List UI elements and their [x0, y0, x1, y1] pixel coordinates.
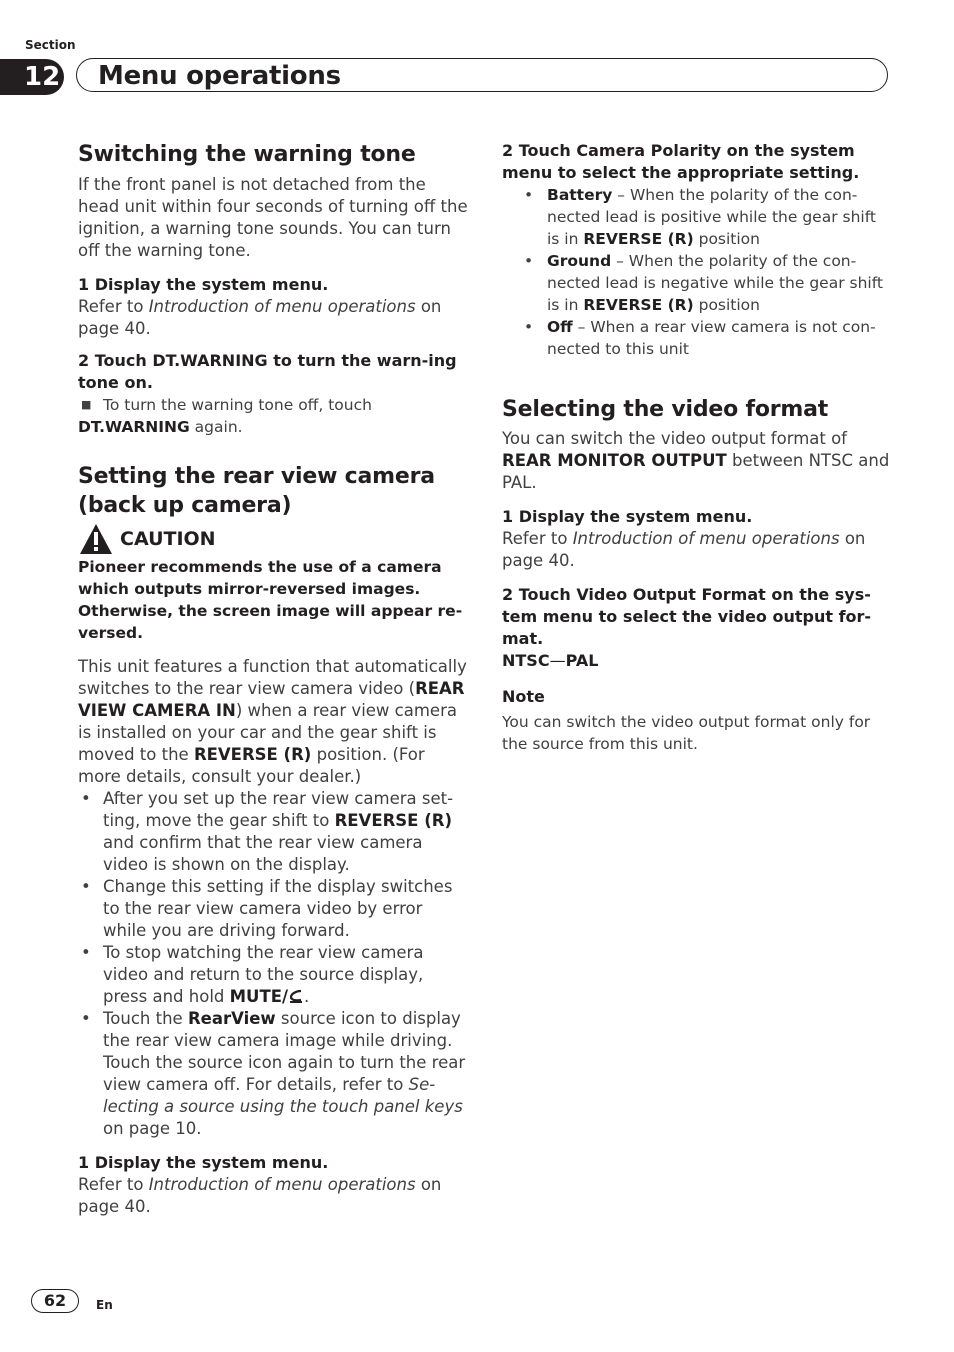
list-item: • Battery – When the polarity of the con-nected lead is positive while the gear shift is in REVERSE (R) position [524, 186, 876, 248]
crossref-link: Se-lecting a source using the touch panel keys [103, 1075, 463, 1116]
caution-text: Pioneer recommends the use of a camera which outputs mirror-reversed images. Otherwise, the screen image will appear re-versed. [78, 558, 463, 642]
video-body: You can switch the video output format of REAR MONITOR OUTPUT between NTSC and PAL. [502, 429, 890, 492]
warning-note: ■ To turn the warning tone off, touch [81, 396, 372, 414]
section-label: Section [25, 38, 76, 52]
caution-label: CAUTION [120, 528, 216, 550]
section-number: 12 [0, 59, 64, 95]
refer-text-2: Refer to Introduction of menu operations on page 40. [78, 1175, 442, 1216]
list-item: • After you set up the rear view camera set-ting, move the gear shift to REVERSE (R) and confirm that the rear view camera video is shown on the display. [81, 789, 454, 874]
refer-text-3: Refer to Introduction of menu operations on page 40. [502, 529, 866, 570]
refer-text: Refer to Introduction of menu operations on page 40. [78, 297, 442, 338]
page-number: 62 [31, 1289, 79, 1313]
warning-body: If the front panel is not detached from the head unit within four seconds of turning off the ignition, a warning tone sounds. You can turn off the warning tone. [78, 175, 468, 260]
step-camera-polarity: 2 Touch Camera Polarity on the system menu to select the appropriate setting. [502, 141, 860, 182]
camera-intro: This unit features a function that automatically switches to the rear view camera video (REAR VIEW CAMERA IN) when a rear view camera is installed on your car and the gear shift is moved to the REVERSE (R) position. (For more details, consult your dealer.) [78, 657, 467, 786]
square-bullet-icon: ■ [81, 398, 92, 411]
list-item: • Off – When a rear view camera is not con-nected to this unit [524, 318, 876, 358]
list-item: • Change this setting if the display switches to the rear view camera video by error while you are driving forward. [81, 877, 453, 940]
heading-video-format: Selecting the video format [502, 397, 829, 422]
step-video-output-format: 2 Touch Video Output Format on the sys-tem menu to select the video output for-mat. [502, 585, 872, 648]
format-options: NTSC—PAL [502, 651, 599, 670]
left-column [78, 140, 468, 1218]
step-display-menu: 1 Display the system menu. [78, 275, 329, 294]
language-label: En [96, 1298, 113, 1312]
heading-warning-tone: Switching the warning tone [78, 142, 416, 167]
caution-row [78, 522, 468, 556]
step-display-menu-3: 1 Display the system menu. [502, 507, 753, 526]
polarity-options [502, 184, 892, 360]
camera-bullets [78, 788, 468, 1140]
list-item: • To stop watching the rear view camera video and return to the source display, press and hold MUTE/ . [81, 943, 424, 1006]
list-item: • Touch the RearView source icon to display the rear view camera image while driving. Touch the source icon again to turn the rear view camera off. For details, refer to Se-lecting a source using the touch panel keys on page 10. [81, 1009, 466, 1138]
refer-link-3: Introduction of menu operations [572, 529, 840, 548]
refer-link: Introduction of menu operations [148, 297, 416, 316]
note-title: Note [502, 687, 545, 706]
phone-hangup-icon [288, 989, 304, 1003]
list-item: • Ground – When the polarity of the con-nected lead is negative while the gear shift is in REVERSE (R) position [524, 252, 883, 314]
step-touch-dt-warning: 2 Touch DT.WARNING to turn the warn-ing tone on. [78, 351, 457, 392]
page-title: Menu operations [98, 61, 341, 91]
warning-note-cont: DT.WARNING again. [78, 418, 243, 436]
refer-link-2: Introduction of menu operations [148, 1175, 416, 1194]
heading-rear-camera: Setting the rear view camera (back up camera) [78, 464, 435, 518]
right-column [502, 140, 892, 755]
step-display-menu-2: 1 Display the system menu. [78, 1153, 329, 1172]
warning-triangle-icon [78, 522, 114, 556]
note-body: You can switch the video output format only for the source from this unit. [502, 713, 871, 753]
